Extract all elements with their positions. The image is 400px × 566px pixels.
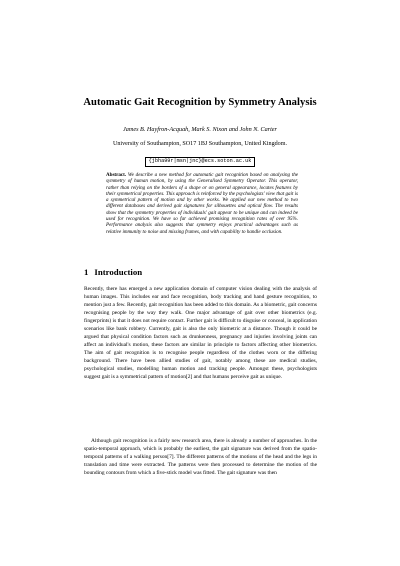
abstract bbox=[106, 172, 298, 235]
author-email[interactable]: {jbha99r|msn|jnc}@ecs.soton.ac.uk bbox=[145, 157, 256, 167]
section-heading bbox=[84, 267, 142, 277]
section-title: Introduction bbox=[94, 267, 143, 277]
author-affiliation: University of Southampton, SO17 1BJ Southampton, United Kingdom. bbox=[112, 141, 287, 147]
section-number: 1 bbox=[84, 267, 89, 277]
intro-paragraph-1: Recently, there has emerged a new application domain of computer vision dealing with the analysis of human images. This includes ear and face recognition, body tracking and hand gesture recognition, to mention just a few. Recently, gait recognition has been added to this domain. As a biometric, gait concerns recognising people by the way they walk. One major advantage of gait over other biometrics (e.g. fingerprints) is that it does not require contact. Further gait is difficult to disguise or conceal, in application scenarios like bank robbery. Currently, gait is also the only biometric at a distance. Though it could be argued that physical condition factors such as drunkenness, pregnancy and injuries involving joints can affect an individual's motion, these factors are similar in principle to factors affecting other biometrics. The aim of gait recognition is to recognise people regardless of the clothes worn or the differing background. There have been allied studies of gait, notably among these are medical studies, psychological studies, modelling human motion and tracking people. Amongst these, psychologists suggest gait is a symmetrical pattern of motion[2] and that humans perceive gait as unique. bbox=[84, 286, 317, 380]
intro-paragraph-2: Although gait recognition is a fairly new research area, there is already a number of approaches. In the spatio-temporal approach, which is probably the earliest, the gait signature was derived from the spatio-temporal patterns of a walking person[7]. The different patterns of the motions of the head and the legs in translation and time were extracted. The patterns were then processed to determine the motion of the bounding contours from which a five-stick model was fitted. The gait signature was then bbox=[84, 438, 317, 476]
abstract-label: Abstract. bbox=[106, 172, 127, 178]
paper-title: Automatic Gait Recognition by Symmetry Analysis bbox=[83, 97, 317, 108]
email-container bbox=[0, 149, 400, 167]
paper-authors: James B. Hayfron-Acquah, Mark S. Nixon and John N. Carter bbox=[123, 126, 277, 133]
abstract-text: We describe a new method for automatic gait recognition based on analysing the symmetry of human motion, by using the Generalised Symmetry Operator. This operator, rather than relying on the borders of a shape or on general appearance, locates features by their symmetrical properties. This approach is reinforced by the psychologists' view that gait is a symmetrical pattern of motion and by other works. We applied our new method to two different databases and derived gait signatures for silhouettes and optical flow. The results show that the symmetry properties of individuals' gait appear to be unique and can indeed be used for recognition. We have so far achieved promising recognition rates of over 95%. Performance analysis also suggests that symmetry enjoys practical advantages such as relative immunity to noise and missing frames, and with capability to handle occlusion. bbox=[106, 172, 298, 235]
